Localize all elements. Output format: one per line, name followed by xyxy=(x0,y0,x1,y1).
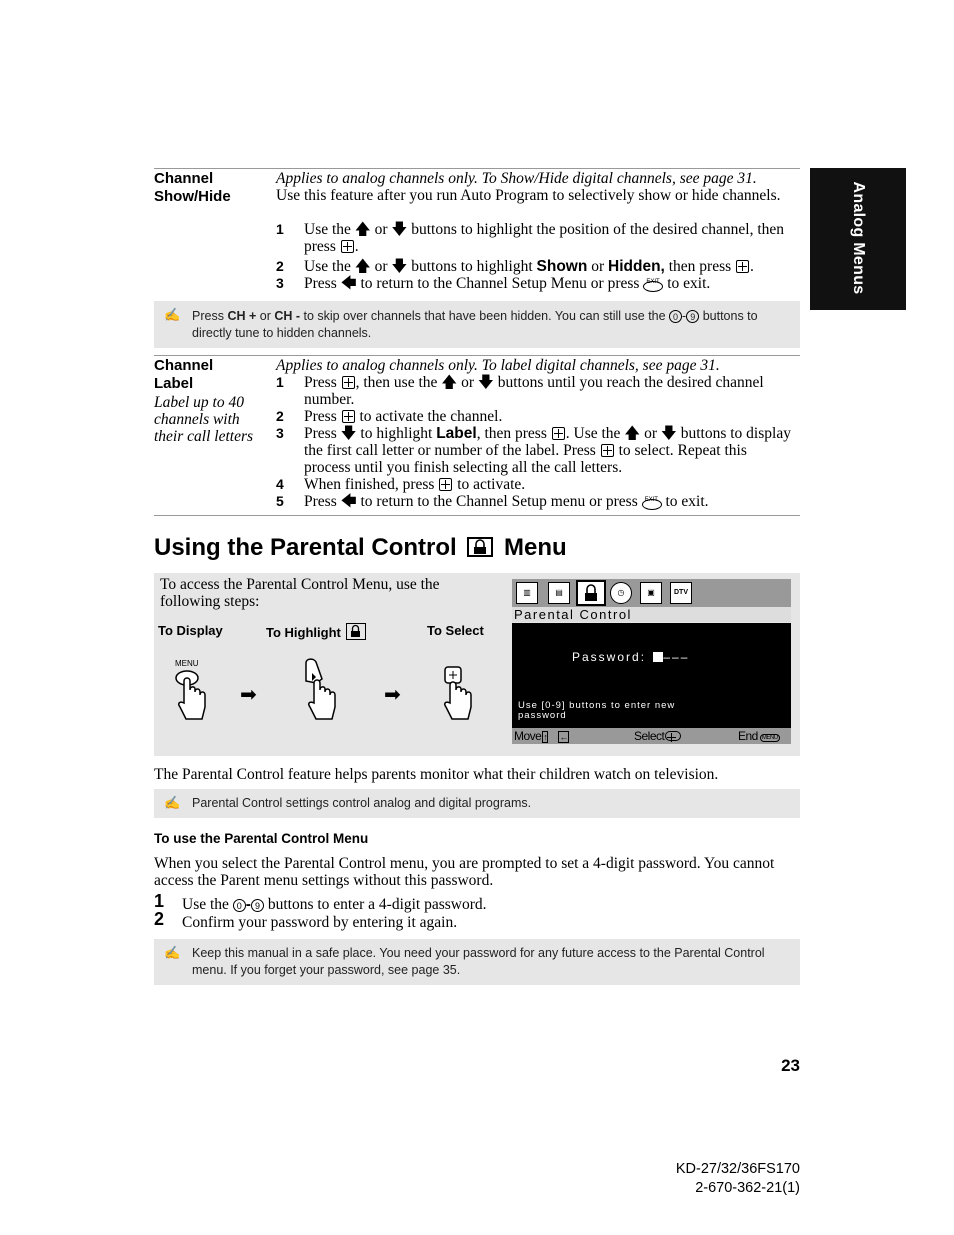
dtv-icon: DTV xyxy=(670,582,692,604)
step-1: 1 Press , then use the 🡅 or 🡇 buttons until you reach the desired channel number. xyxy=(276,374,764,408)
tv-footer xyxy=(512,728,791,744)
joystick-button-icon xyxy=(342,410,355,423)
step-2: 2 Use the 🡅 or 🡇 buttons to highlight Shown or Hidden, then press . xyxy=(276,258,754,275)
step-3: 3 Press 🡄 to return to the Channel Setup Menu or press EXIT to exit. xyxy=(276,275,711,292)
side-tab xyxy=(810,168,906,310)
parental-lock-icon xyxy=(346,623,366,640)
down-arrow-icon: 🡇 xyxy=(477,374,494,391)
right-arrow-icon: ➡ xyxy=(384,684,401,706)
side-tab-label: Analog Menus xyxy=(850,181,867,295)
down-arrow-icon: 🡇 xyxy=(660,425,677,442)
intro-show-hide: Use this feature after you run Auto Program to selectively show or hide channels. xyxy=(276,187,781,204)
down-arrow-icon: 🡇 xyxy=(391,258,408,275)
term-channel-show-hide: Channel Show/Hide xyxy=(154,170,231,205)
move-hint: Move ↑ ← xyxy=(514,729,568,743)
rule-label xyxy=(154,355,800,356)
password-field: Password: ––– xyxy=(572,650,690,664)
password-steps xyxy=(154,891,800,931)
joystick-button-icon xyxy=(736,260,749,273)
right-arrow-icon: ➡ xyxy=(240,684,257,706)
steps-show-hide xyxy=(276,221,796,292)
step-2: 2 Press to activate the channel. xyxy=(276,408,503,425)
tv-screen-body xyxy=(512,623,791,728)
nine-button-icon: 9 xyxy=(251,899,264,912)
pw-step-1: 1 Use the 0 - 9 buttons to enter a 4-digit password. xyxy=(154,891,487,913)
rule-top xyxy=(154,168,800,169)
parental-description: The Parental Control feature helps parents monitor what their children watch on television. xyxy=(154,766,719,783)
zero-button-icon: 0 xyxy=(669,310,682,323)
note-keep-manual: ✍ Keep this manual in a safe place. You need your password for any future access to the Parental Control menu. If you forget your password, see page 35. xyxy=(154,939,800,985)
page-title: Using the Parental Control Menu xyxy=(154,534,567,561)
clock-icon: ◷ xyxy=(610,582,632,604)
up-arrow-icon: 🡅 xyxy=(354,221,371,238)
up-arrow-icon: 🡅 xyxy=(441,374,458,391)
note-hidden-channels: ✍ Press CH + or CH - to skip over channels that have been hidden. You can still use the 0 - 9 buttons to directly tune to hidden channels. xyxy=(154,301,800,348)
applies-show-hide: Applies to analog channels only. To Show/Hide digital channels, see page 31. xyxy=(276,170,757,187)
note-analog-digital: ✍ Parental Control settings control analog and digital programs. xyxy=(154,789,800,818)
model-info: KD-27/32/36FS170 2-670-362-21(1) xyxy=(675,1161,800,1196)
page-number: 23 xyxy=(781,1056,800,1075)
pencil-note-icon: ✍ xyxy=(164,307,181,322)
to-display-label: To Display xyxy=(158,623,223,638)
applies-label: Applies to analog channels only. To label digital channels, see page 31. xyxy=(276,357,720,374)
menu-button-hand-icon: MENU xyxy=(172,659,212,721)
term-channel-label: Channel Label xyxy=(154,357,214,392)
left-arrow-icon: 🡄 xyxy=(340,493,357,510)
select-button-hand-icon xyxy=(442,665,482,721)
channel-icon: ▤ xyxy=(548,582,570,604)
left-arrow-icon: 🡄 xyxy=(340,275,357,292)
step-3: 3 Press 🡇 to highlight Label, then press . Use the 🡅 or 🡇 buttons to display the first call letter or number of the label. Press to select. Repeat this process until you finish selecting all the call letters. xyxy=(276,425,791,476)
end-hint: End MENU xyxy=(738,729,778,743)
access-intro: To access the Parental Control Menu, use the following steps: xyxy=(160,576,440,610)
joystick-button-icon xyxy=(341,240,354,253)
pencil-note-icon: ✍ xyxy=(164,945,181,960)
to-highlight-label: To Highlight xyxy=(266,623,366,640)
tv-icon-bar xyxy=(512,579,791,607)
menu-key-icon: MENU xyxy=(761,735,778,741)
step-4: 4 When finished, press to activate. xyxy=(276,476,526,493)
step-5: 5 Press 🡄 to return to the Channel Setup menu or press EXIT to exit. xyxy=(276,493,709,510)
exit-button-icon: EXIT xyxy=(642,494,662,510)
joystick-button-icon xyxy=(552,427,565,440)
exit-button-icon: EXIT xyxy=(643,276,663,292)
rule-bottom xyxy=(154,515,800,516)
up-arrow-icon: 🡅 xyxy=(354,258,371,275)
left-arrow-icon: ← xyxy=(559,732,568,742)
tv-menu-title: Parental Control xyxy=(512,607,791,622)
setup-icon: ▣ xyxy=(640,582,662,604)
label-subtext: Label up to 40 channels with their call letters xyxy=(154,394,254,445)
up-arrow-icon: ↑ xyxy=(543,732,548,742)
cursor-block xyxy=(653,652,663,662)
joystick-button-icon xyxy=(342,376,355,389)
password-paragraph: When you select the Parental Control menu, you are prompted to set a 4-digit password. You cannot access the Parent menu settings without this password. xyxy=(154,855,775,889)
up-arrow-icon: 🡅 xyxy=(624,425,641,442)
password-hint: Use [0-9] buttons to enter new password xyxy=(518,700,676,721)
tv-screen xyxy=(512,579,791,744)
zero-button-icon: 0 xyxy=(233,899,246,912)
picture-icon: ▥ xyxy=(516,582,538,604)
down-arrow-icon: 🡇 xyxy=(391,221,408,238)
down-arrow-icon: 🡇 xyxy=(340,425,357,442)
to-select-label: To Select xyxy=(427,623,484,638)
nine-button-icon: 9 xyxy=(686,310,699,323)
joystick-button-icon xyxy=(601,444,614,457)
parental-lock-icon xyxy=(467,537,493,557)
select-hint: Select xyxy=(634,728,682,744)
joystick-hand-icon xyxy=(302,655,342,721)
subheading: To use the Parental Control Menu xyxy=(154,831,369,846)
step-1: 1 Use the 🡅 or 🡇 buttons to highlight the position of the desired channel, then press . xyxy=(276,221,785,255)
parental-lock-icon xyxy=(576,580,606,606)
pw-step-2: 2 Confirm your password by entering it again. xyxy=(154,909,458,931)
access-box xyxy=(154,573,800,756)
joystick-button-icon xyxy=(439,478,452,491)
pencil-note-icon: ✍ xyxy=(164,795,181,810)
joystick-button-icon xyxy=(665,731,681,741)
steps-label xyxy=(276,374,796,510)
